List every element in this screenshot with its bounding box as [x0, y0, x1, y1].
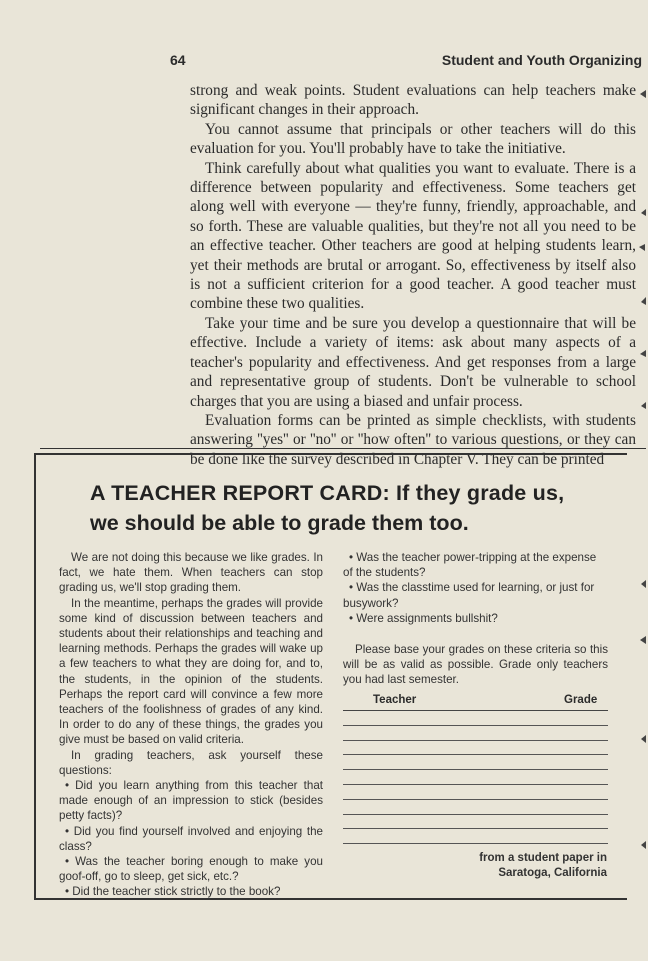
grade-blank-line — [343, 785, 608, 800]
page-edge-marks — [630, 0, 648, 961]
body-text — [190, 81, 636, 469]
criteria-question: • Was the classtime used for learning, or just for busywork? — [343, 581, 595, 610]
source-line: from a student paper in — [479, 852, 607, 864]
running-head: Student and Youth Organizing — [441, 52, 642, 68]
grade-blank-line — [343, 815, 608, 830]
left-paragraph: In the meantime, perhaps the grades will provide some kind of discussion between teachers and students about their relationships and teaching and learning methods. Perhaps the grades will wake up a few teachers to what they are doing for, and to, the students, in the opinion of the students. Perhaps the report card will convince a few more teachers of the foolishness of grades of any kind. In order to do any of these things, the grades you give must be based on valid criteria. — [59, 596, 323, 747]
criteria-question: • Did you find yourself involved and enjoying the class? — [59, 824, 323, 853]
grade-blank-line — [343, 726, 608, 741]
grade-table — [343, 693, 608, 844]
report-card-title-line1: A TEACHER REPORT CARD: If they grade us, — [90, 481, 565, 505]
body-paragraph: Take your time and be sure you develop a questionnaire that will be effective. Include a variety of items: ask about many aspects of a teacher's popularity and effectiveness. And get responses from a large and representative group of students. Don't be vulnerable to school charges that you are using a biased and unfair process. — [190, 314, 636, 410]
report-card-right-column — [343, 550, 608, 688]
teacher-column-header: Teacher — [373, 694, 417, 706]
criteria-question: • Was the teacher power-tripping at the expense of the students? — [343, 551, 597, 580]
grading-instructions: Please base your grades on these criteria so this will be as valid as possible. Grade only teachers you had last semester. — [343, 643, 608, 687]
criteria-question: • Were assignments bullshit? — [349, 611, 498, 625]
page-header — [0, 52, 648, 74]
criteria-question: • Did you learn anything from this teacher that made enough of an impression to stick (besides petty facts)? — [59, 779, 323, 823]
grade-blank-line — [343, 711, 608, 726]
grade-column-header: Grade — [564, 694, 598, 706]
grade-blank-line — [343, 829, 608, 844]
left-paragraph: In grading teachers, ask yourself these questions: — [59, 748, 323, 777]
report-card-title-line2: we should be able to grade them too. — [90, 511, 469, 535]
body-paragraph: Evaluation forms can be printed as simple checklists, with students answering ''yes'' or ''no'' or ''how often'' to various questions, or they can be done like the survey described in Chapter V. They can be printed — [190, 411, 636, 468]
criteria-question: • Was the teacher boring enough to make you goof-off, go to sleep, get sick, etc.? — [59, 855, 323, 884]
source-line: Saratoga, California — [498, 867, 607, 879]
body-paragraph: Think carefully about what qualities you want to evaluate. There is a difference between popularity and effectiveness. Some teachers get along well with everyone — they're funny, friendly, approachable, and so forth. These are valuable qualities, but they're not all you need to be an effective teacher. Other teachers are good at helping students learn, yet their methods are brutal or arrogant. So, effectiveness by itself also is not a sufficient criterion for a good teacher. A good teacher must combine these two qualities. — [190, 159, 636, 313]
report-card-title — [90, 478, 620, 538]
grade-blank-line — [343, 770, 608, 785]
source-credit — [440, 851, 607, 881]
grade-blank-line — [343, 755, 608, 770]
grade-blank-line — [343, 741, 608, 756]
grade-table-header — [343, 693, 608, 711]
left-paragraph: We are not doing this because we like grades. In fact, we hate them. When teachers can stop grading us, we'll stop grading them. — [59, 551, 323, 595]
grade-blank-line — [343, 800, 608, 815]
criteria-question: • Did the teacher stick strictly to the book? — [65, 885, 281, 899]
report-card-left-column — [59, 550, 323, 900]
body-paragraph: You cannot assume that principals or other teachers will do this evaluation for you. You'll probably have to take the initiative. — [190, 120, 636, 158]
body-paragraph: strong and weak points. Student evaluations can help teachers make significant changes in their approach. — [190, 82, 636, 119]
grade-lines — [343, 711, 608, 844]
divider-rule — [40, 448, 646, 449]
page-number: 64 — [170, 52, 186, 68]
